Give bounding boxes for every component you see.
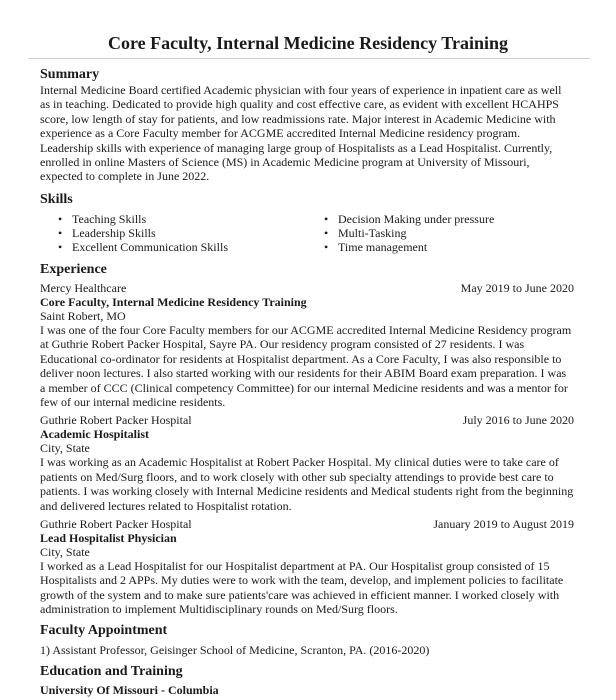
- job-header: [40, 413, 574, 427]
- job-location: City, State: [40, 441, 90, 456]
- job-location: City, State: [40, 545, 90, 560]
- skills-column-left: [40, 212, 306, 254]
- skills-section: [40, 192, 574, 254]
- summary-text: Internal Medicine Board certified Academic physician with four years of experience in inpatient care as well as in teaching. Dedicated to provide high quality and cost effective care, as evident with excellent HCAHPS score, low length of stay for patients, and low readmissions rate. Major interest in Academic Medicine with experience as a Core Faculty member for ACGME accredited Internal Medicine residency program. Leadership skills with experience of managing large group of Hospitalists as a Lead Hospitalist. Currently, enrolled in online Masters of Science (MS) in Academic Medicine program at University of Missouri, expected to complete in June 2022.: [40, 83, 562, 184]
- job-employer: Guthrie Robert Packer Hospital: [40, 517, 192, 532]
- experience-section: [40, 262, 574, 617]
- job-employer: Guthrie Robert Packer Hospital: [40, 413, 192, 428]
- education-school: University Of Missouri - Columbia: [40, 683, 219, 697]
- experience-heading: Experience: [40, 262, 107, 277]
- faculty-heading: Faculty Appointment: [40, 623, 168, 638]
- skill-item: • Leadership Skills: [40, 226, 306, 240]
- job-dates: May 2019 to June 2020: [460, 281, 574, 295]
- skills-heading: Skills: [40, 192, 73, 207]
- skill-item: • Decision Making under pressure: [306, 212, 494, 226]
- skill-item: • Multi-Tasking: [306, 226, 494, 240]
- job-entry: [40, 281, 574, 409]
- job-employer: Mercy Healthcare: [40, 281, 127, 295]
- job-location: Saint Robert, MO: [40, 309, 126, 323]
- job-title: Core Faculty, Internal Medicine Residency Training: [40, 295, 307, 309]
- education-heading: Education and Training: [40, 664, 183, 679]
- faculty-section: [40, 623, 574, 657]
- skill-item: • Teaching Skills: [40, 212, 306, 226]
- skills-list: [40, 212, 574, 254]
- job-entry: [40, 517, 574, 617]
- job-header: [40, 281, 574, 295]
- summary-heading: Summary: [40, 67, 100, 82]
- job-description: I was one of the four Core Faculty members for our ACGME accredited Internal Medicine Residency program at Guthrie Robert Packer Hospital, Sayre PA. Our residency program consisted of 27 residents. I was Educational co-ordinator for residents at Hospitalist department. As a Core Faculty, I was also responsible to deliver noon lectures. I also started working with our residents for their ABIM Board exam preparation. I was a member of CCC (Clinical competency Committee) for our internal Medicine residents and was a mentor for few of our internal medicine residents.: [40, 323, 572, 410]
- job-title: Academic Hospitalist: [40, 427, 149, 442]
- skills-column-right: [306, 212, 494, 254]
- title-divider: [28, 58, 590, 59]
- job-description: I worked as a Lead Hospitalist for our Hospitalist department at PA. Our Hospitalist group consisted of 15 Hospitalists and 2 APPs. My duties were to work with the team, develop, and implement policies to facilitate growth of the system and to make sure patients'care was achieved in efficient manner. I worked closely with administration to implement Multidisciplinary rounds on Med/Surg floors.: [40, 559, 564, 617]
- job-description: I was working as an Academic Hospitalist at Robert Packer Hospital. My clinical duties were to take care of patients on Med/Surg floors, and to work closely with other sub specialty attendings to provide best care to patients. I was working closely with Internal Medicine residents and Medical students right from the beginning and delivered lectures related to Hospitalist rotation.: [40, 455, 574, 513]
- summary-section: [40, 67, 574, 184]
- job-header: [40, 517, 574, 531]
- job-dates: January 2019 to August 2019: [433, 517, 574, 532]
- job-dates: July 2016 to June 2020: [462, 413, 574, 428]
- skill-item: • Excellent Communication Skills: [40, 240, 306, 254]
- resume-title: Core Faculty, Internal Medicine Residency Training: [108, 33, 508, 53]
- job-title: Lead Hospitalist Physician: [40, 531, 177, 546]
- skill-item: • Time management: [306, 240, 494, 254]
- education-section: [40, 664, 574, 697]
- faculty-text: 1) Assistant Professor, Geisinger School of Medicine, Scranton, PA. (2016-2020): [40, 643, 430, 657]
- job-entry: [40, 413, 574, 513]
